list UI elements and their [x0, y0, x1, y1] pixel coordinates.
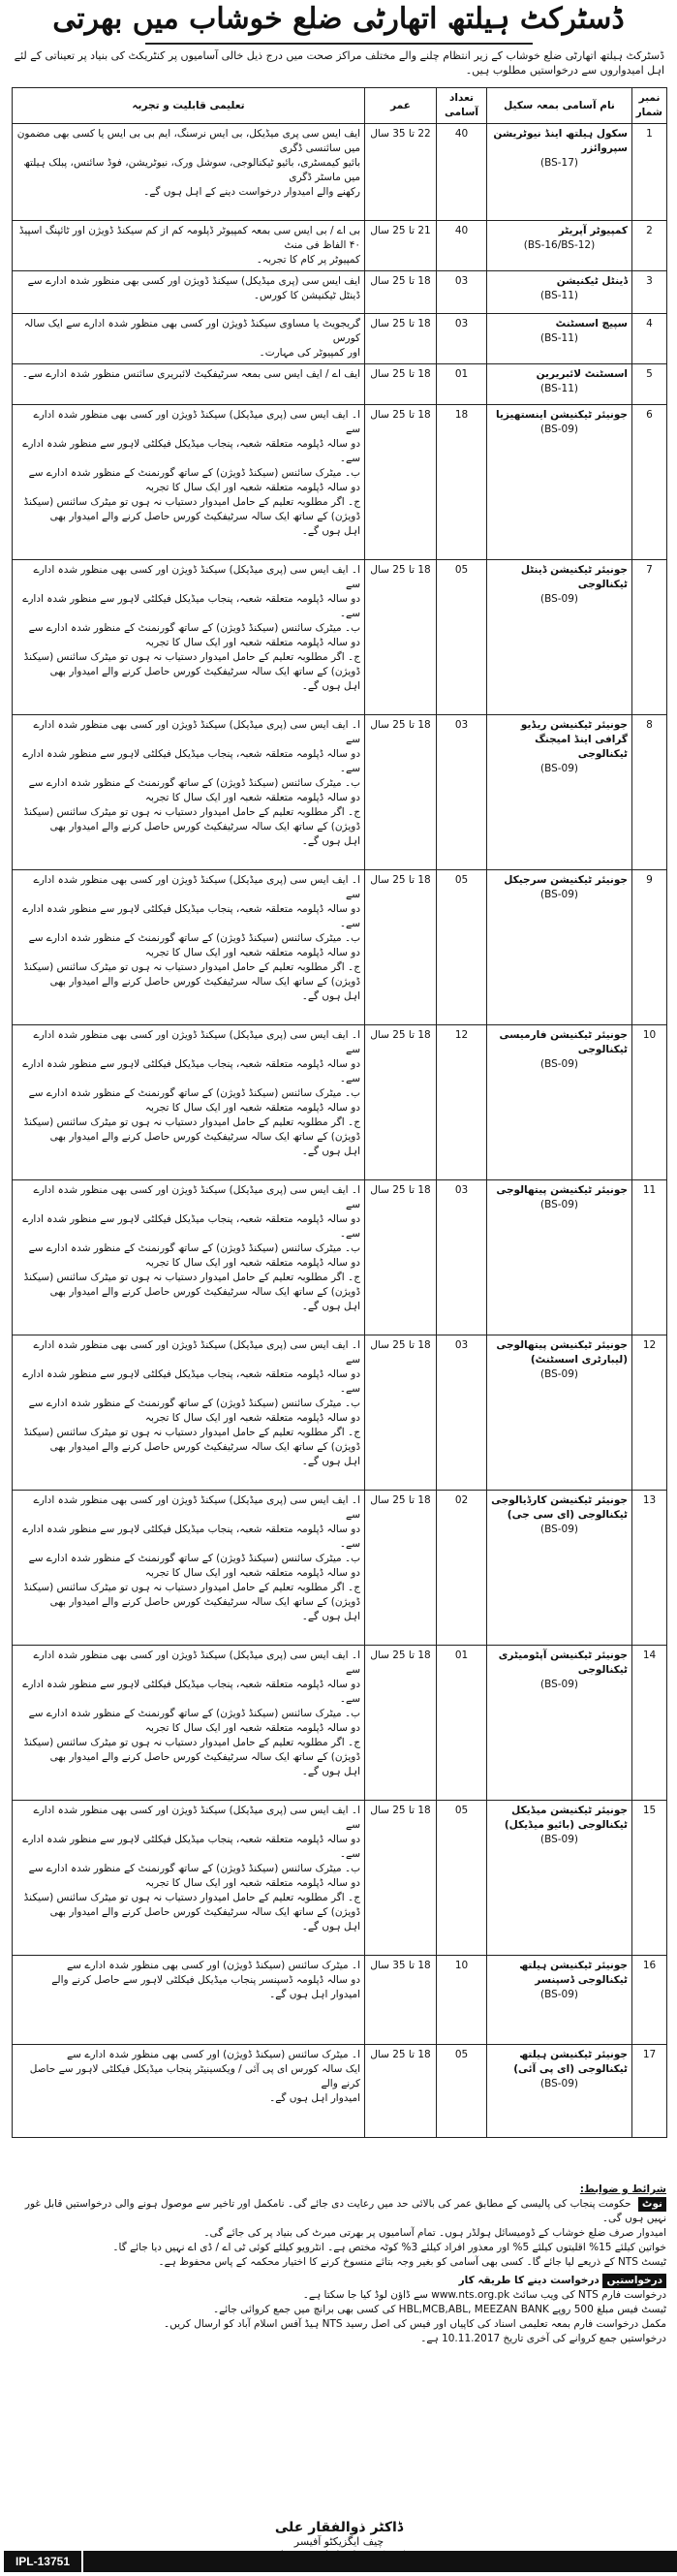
cell-count: 10 — [437, 1956, 487, 2045]
signatory-name: ڈاکٹر ذوالفقار علی — [274, 2520, 404, 2535]
qualification-line: ج۔ اگر مطلوبہ تعلیم کے حامل امیدوار دستیاب نہ ہوں تو میٹرک سائنس (سیکنڈ — [23, 1737, 360, 1748]
qualification-line: اہل ہوں گے۔ — [301, 990, 360, 1002]
qualification-line: ا۔ ایف ایس سی (پری میڈیکل) سیکنڈ ڈویژن اور کسی بھی منظور شدہ ادارے سے — [33, 1805, 360, 1831]
terms-section — [12, 2183, 666, 2346]
terms-line: خواتین کیلئے 15% اقلیتوں کیلئے 5% اور معذور افراد کیلئے 3% کوٹہ مختص ہے۔ انٹرویو کیلئے کوئی ٹی اے / ڈی اے نہیں دیا جائے گا۔ — [112, 2242, 666, 2253]
qualification-line: ڈویژن) کے ساتھ ایک سالہ سرٹیفکیٹ کورس حاصل کرنے والے امیدوار بھی — [49, 1751, 360, 1763]
table-row — [13, 271, 667, 314]
qualification-line: ا۔ ایف ایس سی (پری میڈیکل) سیکنڈ ڈویژن اور کسی بھی منظور شدہ ادارے سے — [33, 1184, 360, 1210]
cell-qualification — [13, 314, 365, 364]
qualification-line: ا۔ ایف ایس سی (پری میڈیکل) سیکنڈ ڈویژن اور کسی بھی منظور شدہ ادارے سے — [33, 874, 360, 900]
cell-count: 03 — [437, 715, 487, 870]
table-row — [13, 1801, 667, 1956]
post-scale: (BS-17) — [539, 157, 579, 169]
header-sr: نمبر شمار — [632, 88, 667, 124]
post-name: جونیئر ٹیکنیشن ڈینٹل ٹیکنالوجی — [520, 564, 628, 590]
post-scale: (BS-09) — [539, 1989, 579, 2000]
cell-qualification — [13, 364, 365, 405]
qualification-line: ڈویژن) کے ساتھ ایک سالہ سرٹیفکیٹ کورس حاصل کرنے والے امیدوار بھی — [49, 1131, 360, 1143]
cell-sr: 6 — [632, 405, 667, 560]
jobs-table-body — [13, 124, 667, 2138]
cell-age: 18 تا 25 سال — [365, 271, 437, 314]
cell-age: 18 تا 25 سال — [365, 1646, 437, 1801]
post-name: جونیئر ٹیکنیشن اینستھیزیا — [496, 409, 628, 421]
cell-count: 03 — [437, 271, 487, 314]
qualification-line: ب۔ میٹرک سائنس (سیکنڈ ڈویژن) کے ساتھ گورنمنٹ کے منظور شدہ ادارے سے — [28, 1242, 360, 1254]
apply-heading-text: درخواست دینے کا طریقہ کار — [458, 2275, 600, 2286]
qualification-line: ب۔ میٹرک سائنس (سیکنڈ ڈویژن) کے ساتھ گورنمنٹ کے منظور شدہ ادارے سے — [28, 1708, 360, 1719]
qualification-line: ڈویژن) کے ساتھ ایک سالہ سرٹیفکیٹ کورس حاصل کرنے والے امیدوار بھی — [49, 511, 360, 522]
qualification-line: ج۔ اگر مطلوبہ تعلیم کے حامل امیدوار دستیاب نہ ہوں تو میٹرک سائنس (سیکنڈ — [23, 1582, 360, 1593]
cell-count: 05 — [437, 2045, 487, 2138]
cell-age: 18 تا 25 سال — [365, 870, 437, 1025]
apply-line: درخواستیں جمع کروانے کی آخری تاریخ 10.11.2017 ہے۔ — [420, 2333, 666, 2344]
qualification-line: ڈویژن) کے ساتھ ایک سالہ سرٹیفکیٹ کورس حاصل کرنے والے امیدوار بھی — [49, 1906, 360, 1918]
qualification-line: دو سالہ ڈپلومہ متعلقہ شعبہ، پنجاب میڈیکل فیکلٹی لاہور سے منظور شدہ ادارے سے۔ — [22, 1368, 360, 1395]
qualification-line: اہل ہوں گے۔ — [301, 680, 360, 692]
post-scale: (BS-09) — [539, 889, 579, 900]
cell-qualification — [13, 1491, 365, 1646]
cell-age: 18 تا 25 سال — [365, 1801, 437, 1956]
cell-qualification — [13, 870, 365, 1025]
cell-post — [487, 1956, 632, 2045]
qualification-line: ا۔ ایف ایس سی (پری میڈیکل) سیکنڈ ڈویژن اور کسی بھی منظور شدہ ادارے سے — [33, 1339, 360, 1366]
qualification-line: دو سالہ ڈپلومہ متعلقہ شعبہ، پنجاب میڈیکل فیکلٹی لاہور سے منظور شدہ ادارے سے۔ — [22, 1679, 360, 1705]
cell-count: 02 — [437, 1491, 487, 1646]
qualification-line: رکھنے والے امیدوار درخواست دینے کے اہل ہوں گے۔ — [143, 186, 360, 198]
qualification-line: ب۔ میٹرک سائنس (سیکنڈ ڈویژن) کے ساتھ گورنمنٹ کے منظور شدہ ادارے سے — [28, 932, 360, 944]
post-scale: (BS-09) — [539, 1058, 579, 1070]
table-row — [13, 1646, 667, 1801]
post-scale: (BS-16/BS-12) — [523, 239, 596, 251]
terms-heading: شرائط و ضوابط: — [579, 2183, 666, 2195]
cell-post — [487, 314, 632, 364]
table-row — [13, 1335, 667, 1491]
cell-age: 18 تا 25 سال — [365, 1335, 437, 1491]
qualification-line: ڈویژن) کے ساتھ ایک سالہ سرٹیفکیٹ کورس حاصل کرنے والے امیدوار بھی — [49, 1441, 360, 1453]
qualification-line: دو سالہ ڈپلومہ متعلقہ شعبہ اور ایک سال کا تجربہ — [144, 1877, 360, 1889]
qualification-line: دو سالہ ڈپلومہ متعلقہ شعبہ، پنجاب میڈیکل فیکلٹی لاہور سے منظور شدہ ادارے سے۔ — [22, 1524, 360, 1550]
table-row — [13, 560, 667, 715]
qualification-line: ا۔ ایف ایس سی (پری میڈیکل) سیکنڈ ڈویژن اور کسی بھی منظور شدہ ادارے سے — [33, 409, 360, 435]
cell-age: 21 تا 25 سال — [365, 221, 437, 271]
cell-age: 18 تا 25 سال — [365, 1491, 437, 1646]
post-name: جونیئر ٹیکنیشن سرجیکل — [504, 874, 628, 886]
qualification-line: اہل ہوں گے۔ — [301, 1301, 360, 1312]
header-qualification: تعلیمی قابلیت و تجربہ — [13, 88, 365, 124]
qualification-line: دو سالہ ڈپلومہ متعلقہ شعبہ اور ایک سال کا تجربہ — [144, 1567, 360, 1579]
qualification-line: اہل ہوں گے۔ — [301, 1146, 360, 1157]
qualification-line: دو سالہ ڈپلومہ متعلقہ شعبہ اور ایک سال کا تجربہ — [144, 1102, 360, 1114]
cell-age: 18 تا 25 سال — [365, 1025, 437, 1180]
qualification-line: دو سالہ ڈپلومہ متعلقہ شعبہ اور ایک سال کا تجربہ — [144, 1412, 360, 1424]
cell-sr: 4 — [632, 314, 667, 364]
post-name: سکول ہیلتھ اینڈ نیوٹریشن سپروائزر — [493, 128, 628, 154]
note-badge: نوٹ — [638, 2197, 666, 2212]
qualification-line: دو سالہ ڈپلومہ متعلقہ شعبہ، پنجاب میڈیکل فیکلٹی لاہور سے منظور شدہ ادارے سے۔ — [22, 1058, 360, 1084]
cell-sr: 7 — [632, 560, 667, 715]
table-row — [13, 364, 667, 405]
cell-sr: 3 — [632, 271, 667, 314]
post-scale: (BS-09) — [539, 1199, 579, 1210]
cell-post — [487, 271, 632, 314]
post-scale: (BS-09) — [539, 593, 579, 605]
cell-post — [487, 221, 632, 271]
cell-count: 40 — [437, 221, 487, 271]
footer-strip — [83, 2551, 677, 2572]
cell-count: 05 — [437, 1801, 487, 1956]
cell-age: 18 تا 25 سال — [365, 715, 437, 870]
post-name: سپیچ اسسٹنٹ — [555, 318, 628, 330]
qualification-line: ا۔ ایف ایس سی (پری میڈیکل) سیکنڈ ڈویژن اور کسی بھی منظور شدہ ادارے سے — [33, 719, 360, 745]
cell-qualification — [13, 1335, 365, 1491]
cell-count: 01 — [437, 364, 487, 405]
post-scale: (BS-09) — [539, 2078, 579, 2089]
cell-count: 03 — [437, 1180, 487, 1335]
cell-qualification — [13, 221, 365, 271]
cell-age: 18 تا 25 سال — [365, 560, 437, 715]
cell-sr: 2 — [632, 221, 667, 271]
qualification-line: ا۔ ایف ایس سی (پری میڈیکل) سیکنڈ ڈویژن اور کسی بھی منظور شدہ ادارے سے — [33, 564, 360, 590]
qualification-line: ا۔ میٹرک سائنس (سیکنڈ ڈویژن) اور کسی بھی منظور شدہ ادارے سے — [67, 1960, 360, 1971]
cell-count: 40 — [437, 124, 487, 221]
table-row — [13, 1956, 667, 2045]
terms-note — [12, 2197, 666, 2226]
post-name: جونیئر ٹیکنیشن پیتھالوجی — [496, 1184, 628, 1196]
cell-sr: 13 — [632, 1491, 667, 1646]
cell-post — [487, 870, 632, 1025]
cell-qualification — [13, 1025, 365, 1180]
cell-post — [487, 124, 632, 221]
qualification-line: ڈویژن) کے ساتھ ایک سالہ سرٹیفکیٹ کورس حاصل کرنے والے امیدوار بھی — [49, 1596, 360, 1608]
qualification-line: دو سالہ ڈپلومہ متعلقہ شعبہ اور ایک سال کا تجربہ — [144, 947, 360, 958]
qualification-line: ج۔ اگر مطلوبہ تعلیم کے حامل امیدوار دستیاب نہ ہوں تو میٹرک سائنس (سیکنڈ — [23, 806, 360, 818]
cell-qualification — [13, 405, 365, 560]
cell-qualification — [13, 1956, 365, 2045]
qualification-line: ب۔ میٹرک سائنس (سیکنڈ ڈویژن) کے ساتھ گورنمنٹ کے منظور شدہ ادارے سے — [28, 1553, 360, 1564]
cell-post — [487, 1801, 632, 1956]
terms-line: امیدوار صرف ضلع خوشاب کے ڈومیسائل ہولڈر ہوں۔ تمام آسامیوں پر بھرتی میرٹ کی بنیاد پر کی جائے گی۔ — [203, 2227, 666, 2239]
cell-age: 18 تا 25 سال — [365, 1180, 437, 1335]
cell-sr: 5 — [632, 364, 667, 405]
qualification-line: دو سالہ ڈپلومہ متعلقہ شعبہ اور ایک سال کا تجربہ — [144, 792, 360, 803]
qualification-line: ب۔ میٹرک سائنس (سیکنڈ ڈویژن) کے ساتھ گورنمنٹ کے منظور شدہ ادارے سے — [28, 1398, 360, 1409]
cell-post — [487, 1491, 632, 1646]
qualification-line: اور کمپیوٹر کی مہارت۔ — [259, 347, 360, 359]
qualification-line: ایف اے / ایف ایس سی بمعہ سرٹیفکیٹ لائبریری سائنس منظور شدہ ادارے سے۔ — [21, 368, 360, 380]
qualification-line: ب۔ میٹرک سائنس (سیکنڈ ڈویژن) کے ساتھ گورنمنٹ کے منظور شدہ ادارے سے — [28, 467, 360, 479]
table-row — [13, 715, 667, 870]
cell-post — [487, 364, 632, 405]
qualification-line: بائیو کیمسٹری، بائیو ٹیکنالوجی، سوشل ورک، نیوٹریشن، فوڈ سائنس، پبلک ہیلتھ میں ماسٹر ڈگری — [23, 157, 360, 183]
post-name: اسسٹنٹ لائبریرین — [536, 368, 628, 380]
post-name: جونیئر ٹیکنیشن ہیلتھ ٹیکنالوجی ڈسپنسر — [519, 1960, 628, 1986]
header-age: عمر — [365, 88, 437, 124]
cell-sr: 10 — [632, 1025, 667, 1180]
post-scale: (BS-09) — [539, 1368, 579, 1380]
intro-text: ڈسٹرکٹ ہیلتھ اتھارٹی ضلع خوشاب کے زیر انتظام چلنے والے مختلف مراکز صحت میں درج ذیل خالی آسامیوں پر کنٹریکٹ کی بنیاد پر تعیناتی کے لئے اہل امیدواروں سے درخواستیں مطلوب ہیں۔ — [14, 49, 664, 77]
apply-line: مکمل درخواست فارم بمعہ تعلیمی اسناد کی کاپیاں اور فیس کی اصل رسید NTS ہیڈ آفس اسلام آباد کو ارسال کریں۔ — [164, 2318, 666, 2330]
qualification-line: ب۔ میٹرک سائنس (سیکنڈ ڈویژن) کے ساتھ گورنمنٹ کے منظور شدہ ادارے سے — [28, 777, 360, 789]
post-name: ڈینٹل ٹیکنیشن — [556, 275, 628, 287]
qualification-line: ج۔ اگر مطلوبہ تعلیم کے حامل امیدوار دستیاب نہ ہوں تو میٹرک سائنس (سیکنڈ — [23, 651, 360, 663]
qualification-line: گریجویٹ یا مساوی سیکنڈ ڈویژن اور کسی بھی منظور شدہ ادارے سے ایک سالہ کورس — [23, 318, 360, 344]
table-row — [13, 1180, 667, 1335]
cell-sr: 8 — [632, 715, 667, 870]
cell-count: 01 — [437, 1646, 487, 1801]
table-row — [13, 314, 667, 364]
cell-sr: 11 — [632, 1180, 667, 1335]
apply-tag: درخواستیں — [602, 2274, 666, 2288]
post-name: جونیئر ٹیکنیشن آپٹومیٹری ٹیکنالوجی — [498, 1649, 628, 1676]
cell-sr: 1 — [632, 124, 667, 221]
cell-sr: 9 — [632, 870, 667, 1025]
qualification-line: امیدوار اہل ہوں گے۔ — [269, 1989, 360, 2000]
qualification-line: ب۔ میٹرک سائنس (سیکنڈ ڈویژن) کے ساتھ گورنمنٹ کے منظور شدہ ادارے سے — [28, 1087, 360, 1099]
qualification-line: امیدوار اہل ہوں گے۔ — [269, 2092, 360, 2104]
qualification-line: ڈویژن) کے ساتھ ایک سالہ سرٹیفکیٹ کورس حاصل کرنے والے امیدوار بھی — [49, 976, 360, 988]
post-scale: (BS-09) — [539, 1834, 579, 1845]
table-row — [13, 2045, 667, 2138]
table-row — [13, 870, 667, 1025]
qualification-line: دو سالہ ڈپلومہ متعلقہ شعبہ، پنجاب میڈیکل فیکلٹی لاہور سے منظور شدہ ادارے سے۔ — [22, 903, 360, 929]
qualification-line: دو سالہ ڈپلومہ متعلقہ شعبہ اور ایک سال کا تجربہ — [144, 637, 360, 648]
qualification-line: اہل ہوں گے۔ — [301, 525, 360, 537]
cell-age: 18 تا 25 سال — [365, 364, 437, 405]
qualification-line: اہل ہوں گے۔ — [301, 1611, 360, 1622]
qualification-line: دو سالہ ڈپلومہ ڈسپنسر پنجاب میڈیکل فیکلٹی لاہور سے حاصل کرنے والے — [51, 1974, 360, 1986]
ad-title: ڈسٹرکٹ ہیلتھ اتھارٹی ضلع خوشاب میں بھرتی — [52, 2, 625, 36]
qualification-line: ڈویژن) کے ساتھ ایک سالہ سرٹیفکیٹ کورس حاصل کرنے والے امیدوار بھی — [49, 821, 360, 832]
post-name: جونیئر ٹیکنیشن پیتھالوجی (لیبارٹری اسسٹنٹ) — [496, 1339, 628, 1366]
qualification-line: ج۔ اگر مطلوبہ تعلیم کے حامل امیدوار دستیاب نہ ہوں تو میٹرک سائنس (سیکنڈ — [23, 1272, 360, 1283]
cell-age: 18 تا 25 سال — [365, 314, 437, 364]
cell-age: 18 تا 35 سال — [365, 1956, 437, 2045]
header-count: تعداد آسامی — [437, 88, 487, 124]
cell-age: 22 تا 35 سال — [365, 124, 437, 221]
jobs-table — [12, 87, 667, 2138]
cell-count: 03 — [437, 314, 487, 364]
post-name: جونیئر ٹیکنیشن ریڈیو گرافی اینڈ امیجنگ ٹیکنالوجی — [520, 719, 628, 760]
cell-post — [487, 715, 632, 870]
qualification-line: ج۔ اگر مطلوبہ تعلیم کے حامل امیدوار دستیاب نہ ہوں تو میٹرک سائنس (سیکنڈ — [23, 1116, 360, 1128]
cell-post — [487, 560, 632, 715]
qualification-line: ا۔ میٹرک سائنس (سیکنڈ ڈویژن) اور کسی بھی منظور شدہ ادارے سے — [67, 2049, 360, 2060]
qualification-line: ڈویژن) کے ساتھ ایک سالہ سرٹیفکیٹ کورس حاصل کرنے والے امیدوار بھی — [49, 1286, 360, 1298]
qualification-line: اہل ہوں گے۔ — [301, 835, 360, 847]
cell-qualification — [13, 2045, 365, 2138]
qualification-line: دو سالہ ڈپلومہ متعلقہ شعبہ اور ایک سال کا تجربہ — [144, 482, 360, 493]
qualification-line: ب۔ میٹرک سائنس (سیکنڈ ڈویژن) کے ساتھ گورنمنٹ کے منظور شدہ ادارے سے — [28, 622, 360, 634]
table-header-row — [13, 88, 667, 124]
post-scale: (BS-09) — [539, 1524, 579, 1535]
post-scale: (BS-09) — [539, 763, 579, 774]
qualification-line: اہل ہوں گے۔ — [301, 1456, 360, 1467]
post-scale: (BS-11) — [539, 332, 579, 344]
qualification-line: کمپیوٹر پر کام کا تجربہ۔ — [256, 254, 360, 266]
cell-qualification — [13, 715, 365, 870]
cell-sr: 15 — [632, 1801, 667, 1956]
post-scale: (BS-11) — [539, 383, 579, 394]
post-scale: (BS-11) — [539, 290, 579, 301]
post-scale: (BS-09) — [539, 1679, 579, 1690]
cell-post — [487, 1025, 632, 1180]
qualification-line: دو سالہ ڈپلومہ متعلقہ شعبہ، پنجاب میڈیکل فیکلٹی لاہور سے منظور شدہ ادارے سے۔ — [22, 748, 360, 774]
qualification-line: اہل ہوں گے۔ — [301, 1766, 360, 1777]
cell-qualification — [13, 124, 365, 221]
cell-sr: 17 — [632, 2045, 667, 2138]
cell-count: 12 — [437, 1025, 487, 1180]
cell-post — [487, 1180, 632, 1335]
post-name: کمپیوٹر آپریٹر — [558, 225, 628, 236]
qualification-line: ج۔ اگر مطلوبہ تعلیم کے حامل امیدوار دستیاب نہ ہوں تو میٹرک سائنس (سیکنڈ — [23, 1892, 360, 1903]
cell-sr: 14 — [632, 1646, 667, 1801]
apply-heading — [12, 2274, 666, 2288]
cell-sr: 16 — [632, 1956, 667, 2045]
post-name: جونیئر ٹیکنیشن ہیلتھ ٹیکنالوجی (ای پی آئی) — [513, 2049, 628, 2075]
post-name: جونیئر ٹیکنیشن فارمیسی ٹیکنالوجی — [499, 1029, 628, 1055]
qualification-line: دو سالہ ڈپلومہ متعلقہ شعبہ اور ایک سال کا تجربہ — [144, 1722, 360, 1734]
table-row — [13, 221, 667, 271]
ipl-code: IPL-13751 — [4, 2551, 81, 2572]
terms-line: ٹیسٹ NTS کے ذریعے لیا جائے گا۔ کسی بھی آسامی کو بغیر وجہ بتائے منسوخ کرنے کا اختیار محکمہ کے پاس محفوظ ہے۔ — [158, 2256, 666, 2268]
cell-post — [487, 1335, 632, 1491]
qualification-line: ایف ایس سی (پری میڈیکل) سیکنڈ ڈویژن اور کسی بھی منظور شدہ ادارے سے ڈینٹل ٹیکنیشن کا کورس۔ — [27, 275, 360, 301]
qualification-line: ڈویژن) کے ساتھ ایک سالہ سرٹیفکیٹ کورس حاصل کرنے والے امیدوار بھی — [49, 666, 360, 677]
header-post: نام آسامی بمعہ سکیل — [487, 88, 632, 124]
qualification-line: ا۔ ایف ایس سی (پری میڈیکل) سیکنڈ ڈویژن اور کسی بھی منظور شدہ ادارے سے — [33, 1029, 360, 1055]
cell-count: 05 — [437, 560, 487, 715]
cell-qualification — [13, 1646, 365, 1801]
cell-post — [487, 1646, 632, 1801]
post-scale: (BS-09) — [539, 424, 579, 435]
qualification-line: دو سالہ ڈپلومہ متعلقہ شعبہ، پنجاب میڈیکل فیکلٹی لاہور سے منظور شدہ ادارے سے۔ — [22, 1213, 360, 1240]
cell-count: 05 — [437, 870, 487, 1025]
cell-post — [487, 2045, 632, 2138]
signatory-title: چیف ایگزیکٹو آفیسر — [293, 2535, 385, 2548]
qualification-line: ا۔ ایف ایس سی (پری میڈیکل) سیکنڈ ڈویژن اور کسی بھی منظور شدہ ادارے سے — [33, 1649, 360, 1676]
qualification-line: بی اے / بی ایس سی بمعہ کمپیوٹر ڈپلومہ کم از کم سیکنڈ ڈویژن اور ٹائپنگ اسپیڈ ۴۰ الفاظ فی منٹ — [18, 225, 360, 251]
table-row — [13, 1025, 667, 1180]
cell-qualification — [13, 271, 365, 314]
title-underline — [145, 43, 533, 45]
table-row — [13, 405, 667, 560]
cell-qualification — [13, 560, 365, 715]
cell-count: 18 — [437, 405, 487, 560]
apply-line: ٹیسٹ فیس مبلغ 500 روپے HBL,MCB,ABL, MEEZAN BANK کی کسی بھی برانچ میں جمع کروائی جائے۔ — [212, 2304, 666, 2315]
cell-qualification — [13, 1801, 365, 1956]
post-name: جونیئر ٹیکنیشن کارڈیالوجی ٹیکنالوجی (ای سی جی) — [491, 1494, 628, 1521]
cell-post — [487, 405, 632, 560]
qualification-line: ج۔ اگر مطلوبہ تعلیم کے حامل امیدوار دستیاب نہ ہوں تو میٹرک سائنس (سیکنڈ — [23, 1427, 360, 1438]
table-row — [13, 1491, 667, 1646]
qualification-line: دو سالہ ڈپلومہ متعلقہ شعبہ، پنجاب میڈیکل فیکلٹی لاہور سے منظور شدہ ادارے سے۔ — [22, 1834, 360, 1860]
qualification-line: ایف ایس سی پری میڈیکل، بی ایس نرسنگ، ایم بی بی ایس یا کسی بھی مضمون میں سائنسی ڈگری — [16, 128, 360, 154]
qualification-line: ب۔ میٹرک سائنس (سیکنڈ ڈویژن) کے ساتھ گورنمنٹ کے منظور شدہ ادارے سے — [28, 1863, 360, 1874]
qualification-line: ایک سالہ کورس ای پی آئی / ویکسینیٹر پنجاب میڈیکل فیکلٹی لاہور سے حاصل کرنے والے — [29, 2063, 360, 2089]
cell-age: 18 تا 25 سال — [365, 405, 437, 560]
qualification-line: ا۔ ایف ایس سی (پری میڈیکل) سیکنڈ ڈویژن اور کسی بھی منظور شدہ ادارے سے — [33, 1494, 360, 1521]
table-row — [13, 124, 667, 221]
qualification-line: دو سالہ ڈپلومہ متعلقہ شعبہ، پنجاب میڈیکل فیکلٹی لاہور سے منظور شدہ ادارے سے۔ — [22, 593, 360, 619]
cell-sr: 12 — [632, 1335, 667, 1491]
cell-count: 03 — [437, 1335, 487, 1491]
terms-line: حکومت پنجاب کی پالیسی کے مطابق عمر کی بالائی حد میں رعایت دی جائے گی۔ نامکمل اور تاخیر سے موصول ہونے والی درخواستیں قابل غور نہیں ہوں گی۔ — [24, 2198, 666, 2224]
cell-age: 18 تا 25 سال — [365, 2045, 437, 2138]
qualification-line: ج۔ اگر مطلوبہ تعلیم کے حامل امیدوار دستیاب نہ ہوں تو میٹرک سائنس (سیکنڈ — [23, 496, 360, 508]
qualification-line: اہل ہوں گے۔ — [301, 1921, 360, 1932]
qualification-line: ج۔ اگر مطلوبہ تعلیم کے حامل امیدوار دستیاب نہ ہوں تو میٹرک سائنس (سیکنڈ — [23, 961, 360, 973]
cell-qualification — [13, 1180, 365, 1335]
post-name: جونیئر ٹیکنیشن میڈیکل ٹیکنالوجی (بائیو میڈیکل) — [504, 1805, 628, 1831]
qualification-line: دو سالہ ڈپلومہ متعلقہ شعبہ، پنجاب میڈیکل فیکلٹی لاہور سے منظور شدہ ادارے سے۔ — [22, 438, 360, 464]
qualification-line: دو سالہ ڈپلومہ متعلقہ شعبہ اور ایک سال کا تجربہ — [144, 1257, 360, 1269]
apply-line: درخواست فارم NTS کی ویب سائٹ www.nts.org.pk سے ڈاؤن لوڈ کیا جا سکتا ہے۔ — [302, 2289, 666, 2301]
